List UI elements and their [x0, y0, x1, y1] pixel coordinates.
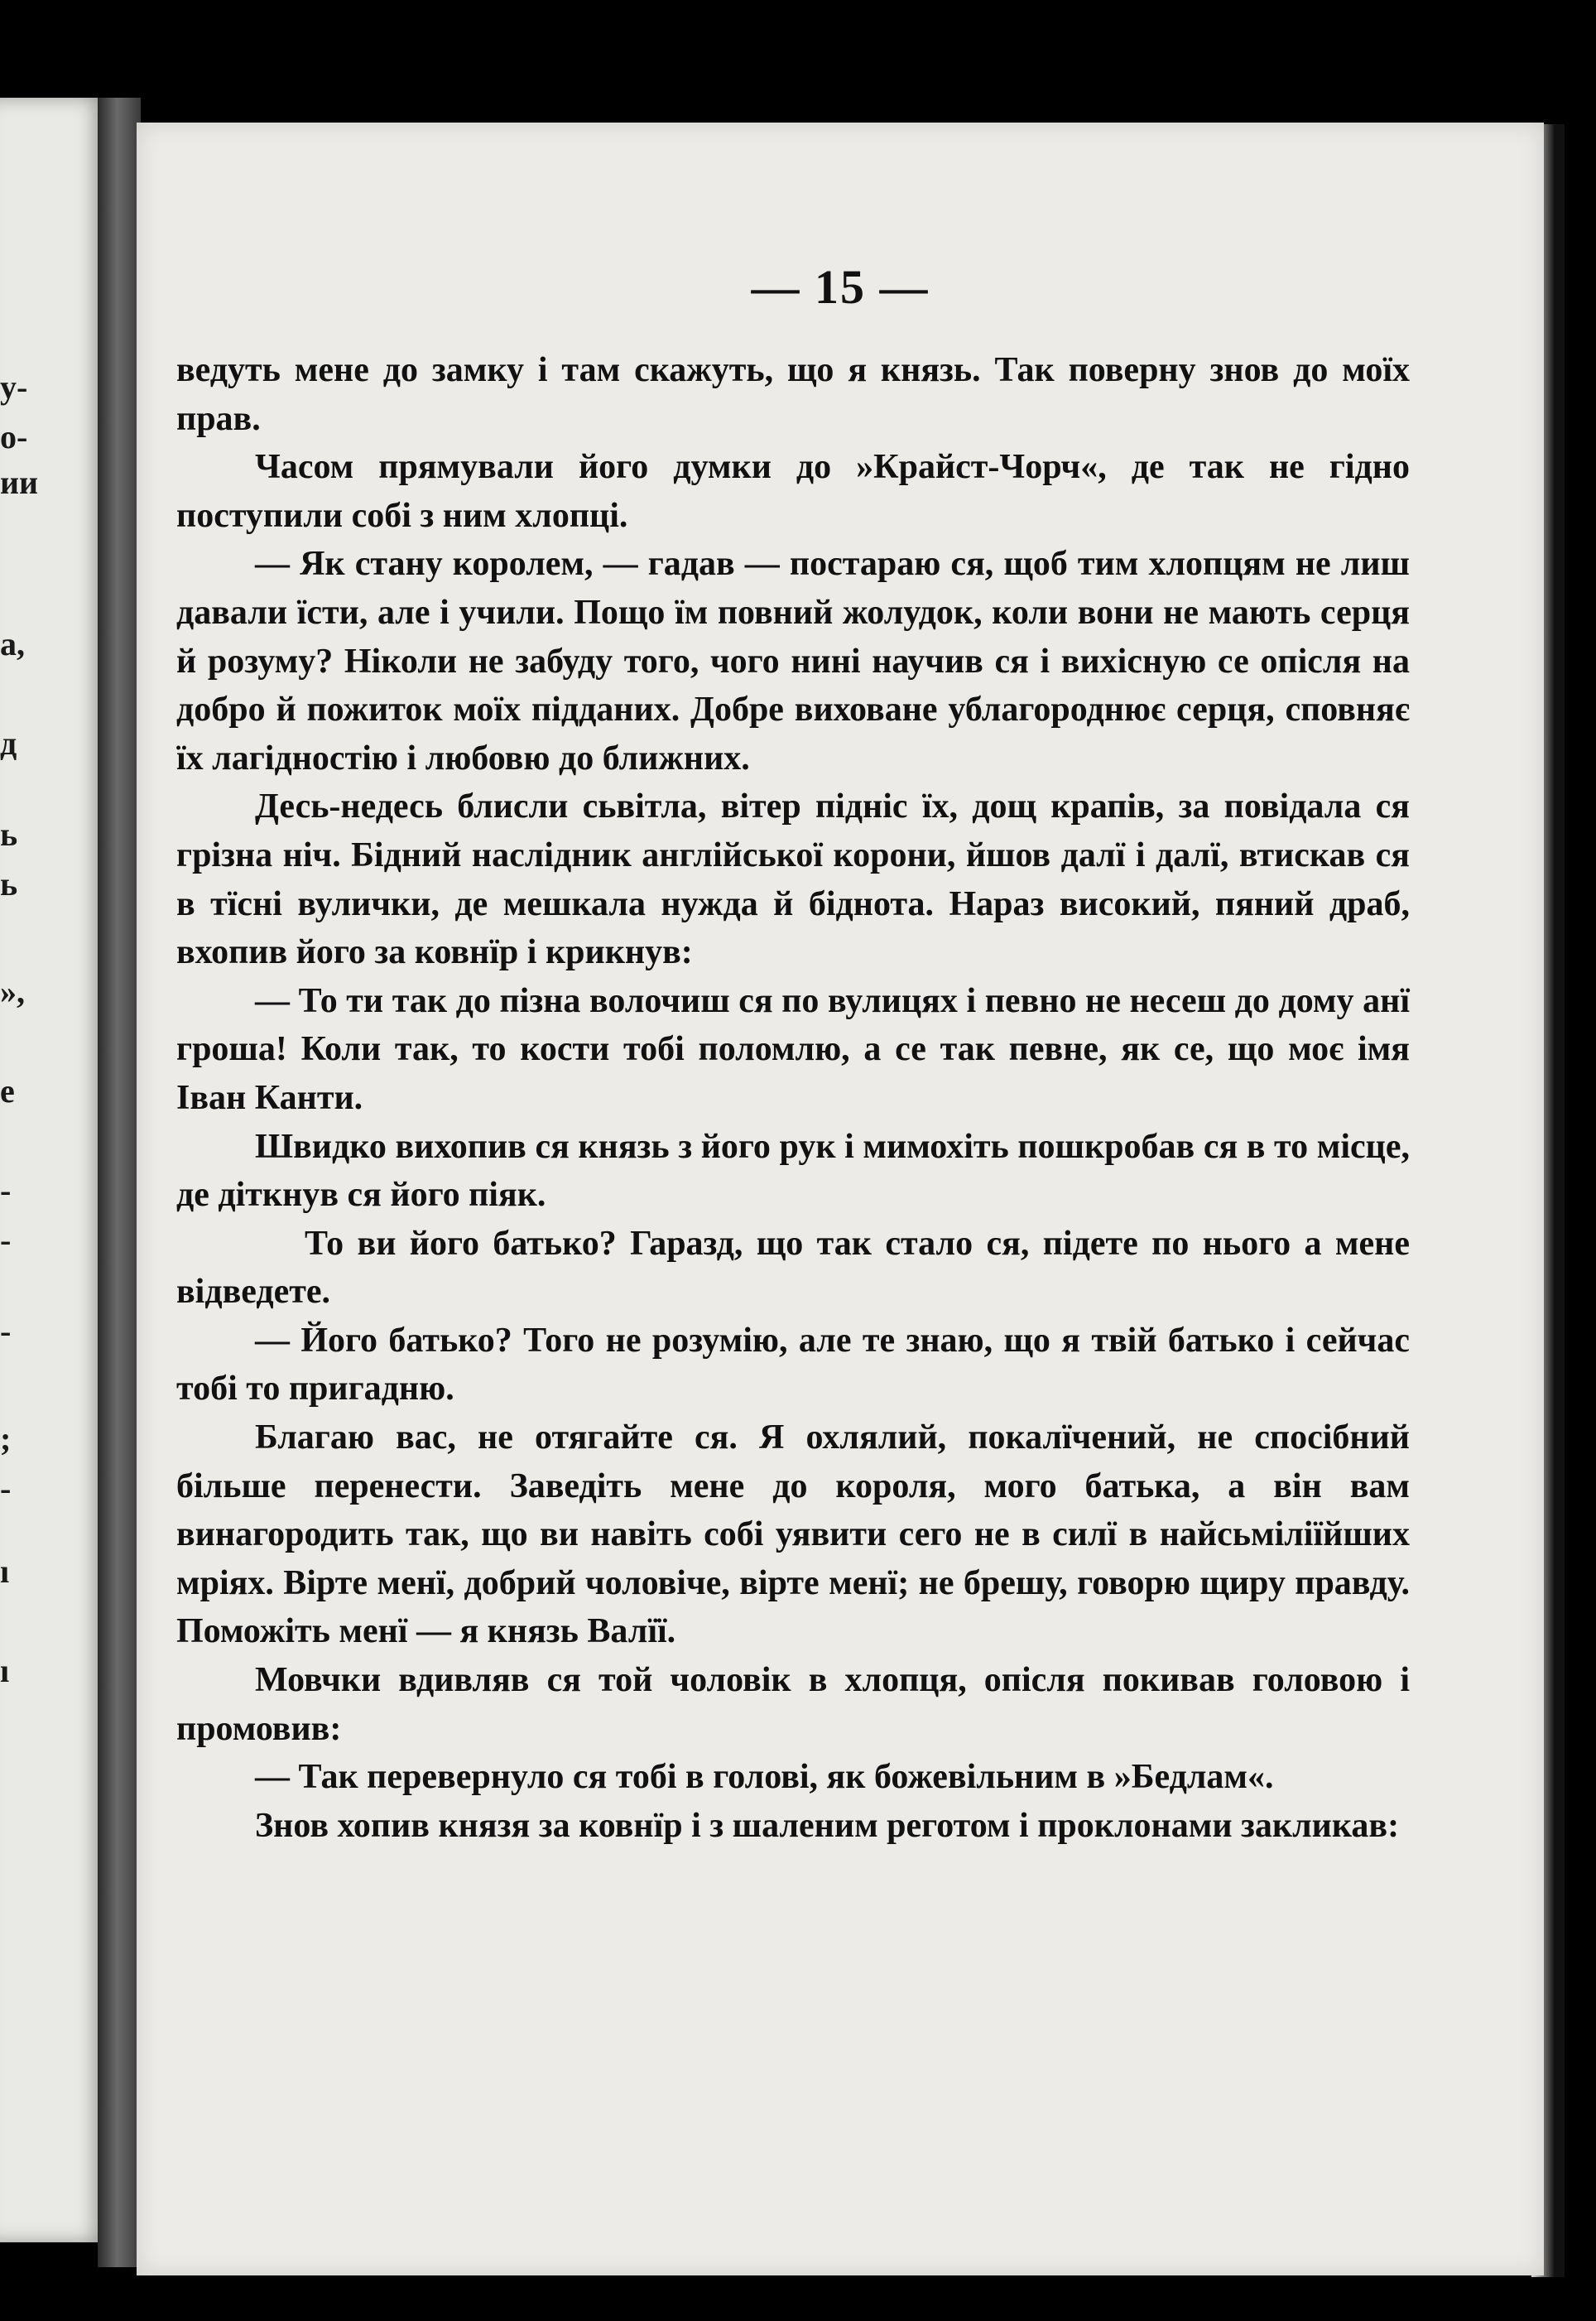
- previous-page-fragment: у-: [0, 368, 28, 406]
- paragraph: — Так перевернуло ся тобі в голові, як божевільним в »Бедлам«.: [255, 1758, 1274, 1797]
- book-gutter: [98, 98, 141, 2267]
- paragraph: ведуть мене до замку і там скажуть, що я князь. Так поверну знов до моїх прав.: [176, 351, 1410, 438]
- book-page: [137, 123, 1544, 2275]
- previous-page-fragment: а,: [0, 625, 25, 662]
- paragraph: То ви його батько? Гаразд, що так стало ся, підете по нього а мене відведете.: [176, 1224, 1410, 1312]
- previous-page-edge: [0, 98, 109, 2242]
- previous-page-fragment: -: [0, 1221, 12, 1259]
- previous-page-fragment: »,: [0, 973, 25, 1010]
- page-body-text: [176, 346, 1410, 1850]
- previous-page-fragment: е: [0, 1072, 15, 1110]
- previous-page-fragment: ı: [0, 1553, 10, 1590]
- paragraph: — Його батько? Того не розумію, але те знаю, що я твій батько і сейчас тобі то пригадню.: [176, 1321, 1410, 1408]
- page-number: — 15 —: [751, 260, 930, 314]
- paragraph: Знов хопив князя за ковнїр і з шаленим реготом і проклонами закликав:: [255, 1806, 1400, 1845]
- previous-page-fragment: о-: [0, 418, 28, 455]
- previous-page-fragment: ь: [0, 816, 18, 853]
- previous-page-fragment: ı: [0, 1652, 10, 1689]
- paragraph: Швидко вихопив ся князь з його рук і мимохіть пошкробав ся в то місце, де діткнув ся його піяк.: [176, 1127, 1410, 1215]
- previous-page-fragment: ;: [0, 1420, 12, 1457]
- paragraph: Мовчки вдивляв ся той чоловік в хлопця, опісля покивав головою і промовив:: [176, 1661, 1410, 1748]
- paragraph: — То ти так до пізна волочиш ся по вулицях і певно не несеш до дому анї гроша! Коли так, то кости тобі поломлю, а се так певне, як се, що моє імя Іван Канти.: [176, 981, 1410, 1117]
- paragraph: — Як стану королем, — гадав — постараю ся, щоб тим хлопцям не лиш давали їсти, але і учили. Пощо їм повний жолудок, коли вони не мають серця й розуму? Ніколи не забуду того, чого нині научив ся і вихісную се опісля на добро й пожиток моїх підданих. Добре виховане ублагороднює серця, сповняє їх лагідностію і любовю до ближних.: [176, 545, 1410, 778]
- previous-page-fragment: -: [0, 1312, 12, 1350]
- paragraph: Часом прямували його думки до »Крайст-Чорч«, де так не гідно поступили собі з ним хлопці.: [176, 448, 1410, 535]
- previous-page-fragment: -: [0, 1470, 12, 1507]
- previous-page-fragment: ь: [0, 865, 18, 903]
- previous-page-fragment: ии: [0, 464, 39, 501]
- previous-page-fragment: -: [0, 1172, 12, 1209]
- previous-page-fragment: д: [0, 725, 17, 762]
- paragraph: Благаю вас, не отягайте ся. Я охлялий, покалїчений, не спосібний більше перенести. Заведіть мене до короля, мого батька, а він вам винагородить так, що ви навіть собі уявити сего не в силї в найсьміліїйших мріях. Вірте менї, добрий чоловіче, вірте менї; не брешу, говорю щиру правду. Поможіть менї — я князь Валїї.: [176, 1418, 1410, 1651]
- paragraph: Десь-недесь блисли сьвітла, вітер підніс їх, дощ крапів, за повідала ся грізна ніч. Бідний наслідник англійської корони, йшов далї і далї, втискав ся в тїсні вулички, де мешкала нужда й біднота. Нараз високий, пяний драб, вхопив його за ковнїр і крикнув:: [176, 787, 1410, 972]
